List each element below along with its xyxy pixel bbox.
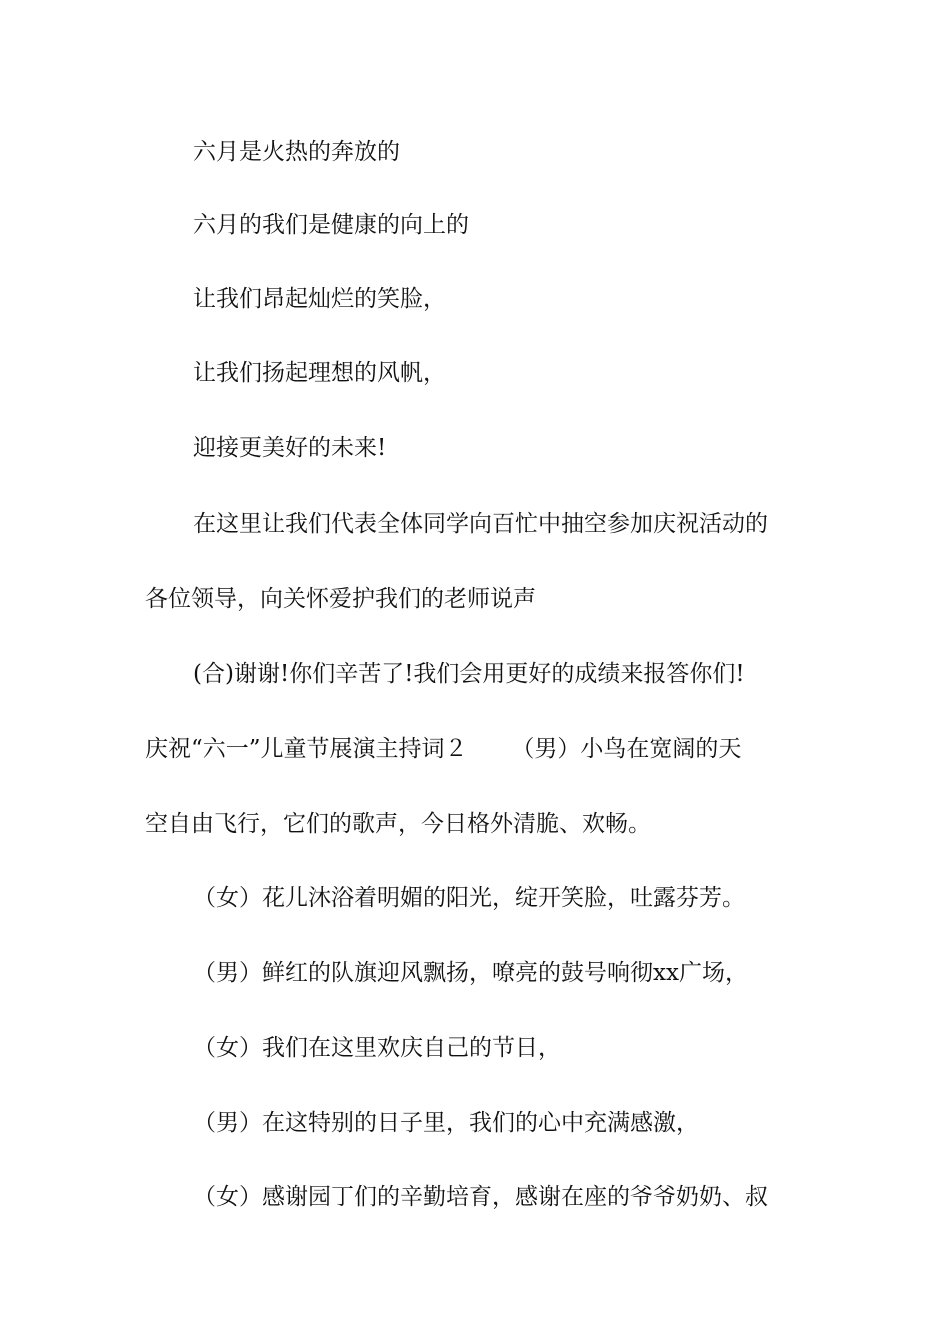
dialogue-line: （女）我们在这里欢庆自己的节日， <box>193 1035 561 1061</box>
text-line: 各位领导，向关怀爱护我们的老师说声 <box>145 586 536 612</box>
text-line: (合)谢谢!你们辛苦了!我们会用更好的成绩来报答你们! <box>193 661 745 687</box>
text-line: 空自由飞行，它们的歌声，今日格外清脆、欢畅。 <box>145 811 651 837</box>
dialogue-line: （男）鲜红的队旗迎风飘扬，嘹亮的鼓号响彻xx广场， <box>193 960 748 986</box>
dialogue-line: （男）在这特别的日子里，我们的心中充满感激， <box>193 1110 699 1136</box>
dialogue-line: （女）感谢园丁们的辛勤培育，感谢在座的爷爷奶奶、叔 <box>193 1184 768 1210</box>
text-line: 六月的我们是健康的向上的 <box>193 212 469 238</box>
text-line: 让我们昂起灿烂的笑脸， <box>193 286 446 312</box>
dialogue-line: （女）花儿沐浴着明媚的阳光，绽开笑脸，吐露芬芳。 <box>193 885 745 911</box>
text-line: 让我们扬起理想的风帆， <box>193 360 446 386</box>
text-line: 迎接更美好的未来! <box>193 435 387 461</box>
section-heading-line: 庆祝“六一”儿童节展演主持词２ （男）小鸟在宽阔的天 <box>145 736 742 762</box>
text-line: 六月是火热的奔放的 <box>193 139 400 165</box>
paragraph-first-line: 在这里让我们代表全体同学向百忙中抽空参加庆祝活动的 <box>193 511 768 537</box>
